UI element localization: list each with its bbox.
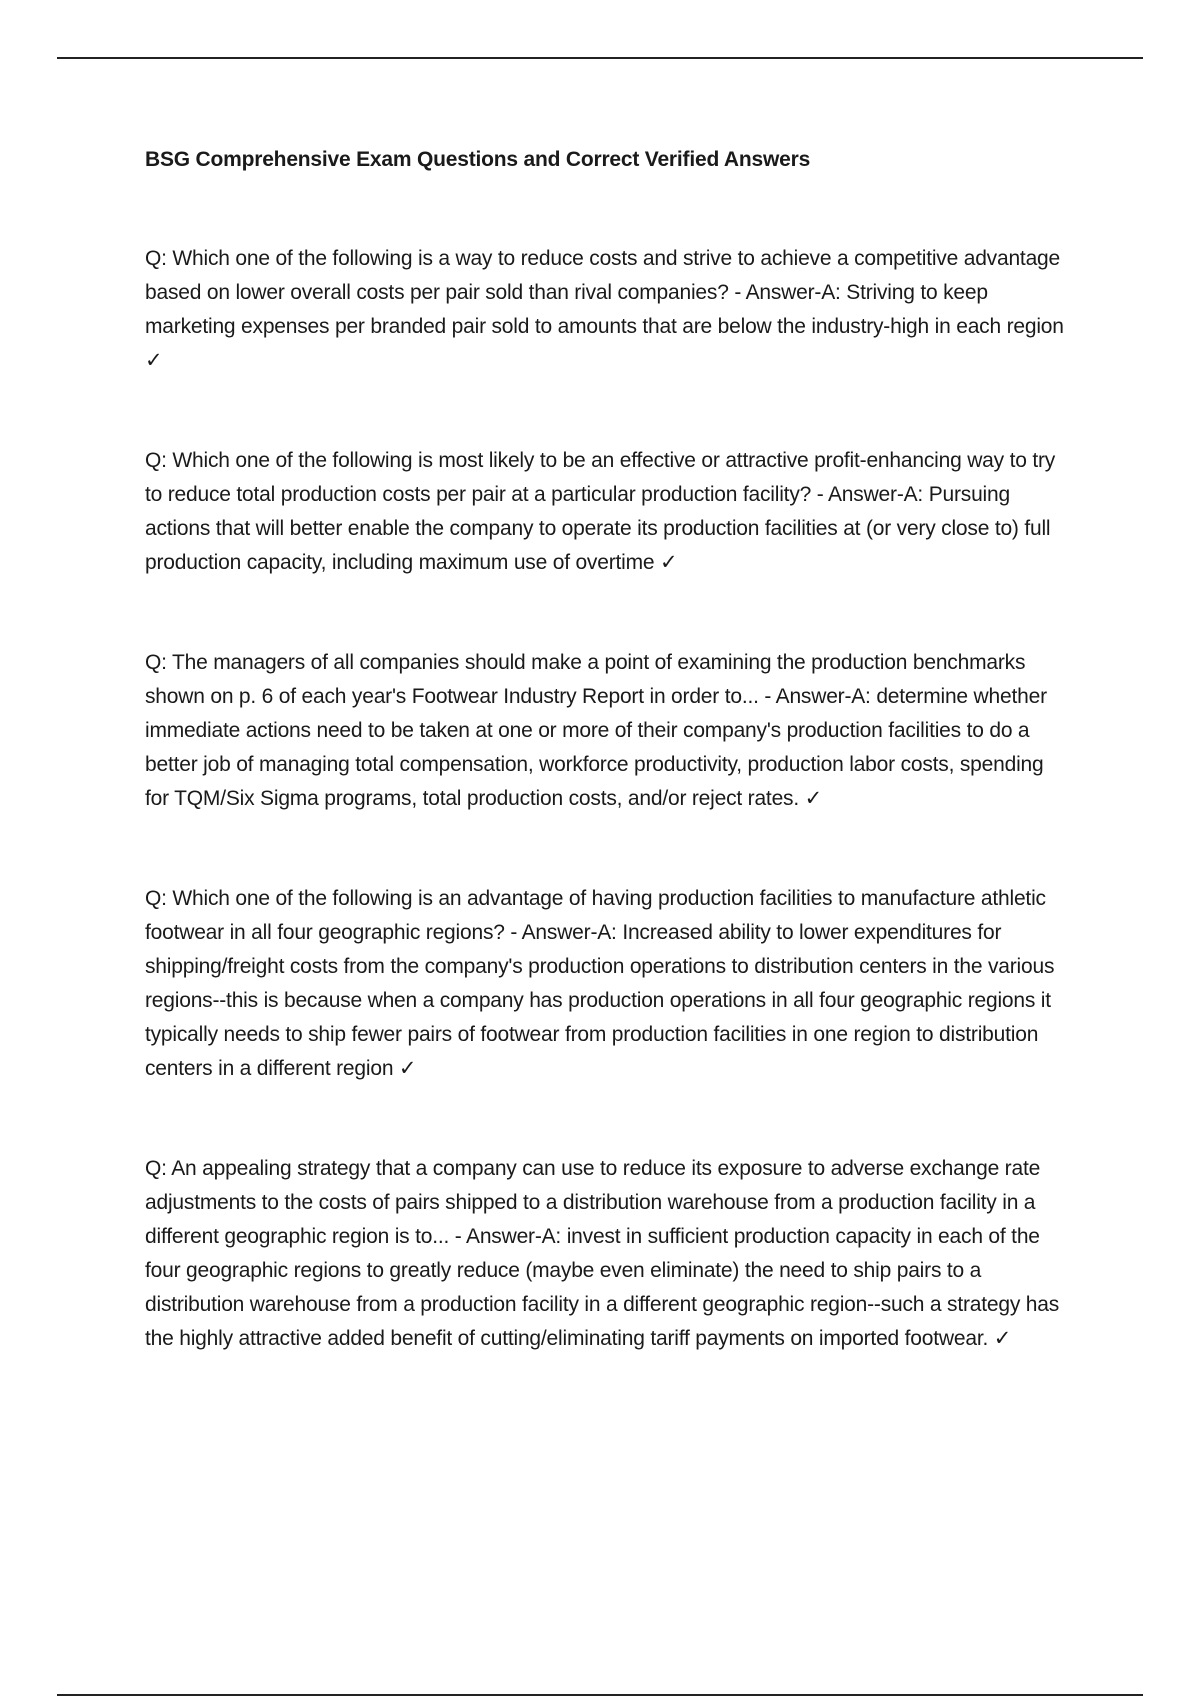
qa-entry-4: Q: Which one of the following is an advantage of having production facilities to manufacture athletic footwear in all four geographic regions? - Answer-A: Increased ability to lower expenditures for shipping/freight costs from the company's production operations to distribution centers in the various regions--this is because when a company has production operations in all four geographic regions it typically needs to ship fewer pairs of footwear from production facilities in one region to distribution centers in a different region ✓	[145, 887, 1055, 1080]
document-title: BSG Comprehensive Exam Questions and Correct Verified Answers	[145, 148, 811, 171]
document-body	[145, 144, 1065, 1422]
qa-entry-3: Q: The managers of all companies should make a point of examining the production benchmarks shown on p. 6 of each year's Footwear Industry Report in order to... - Answer-A: determine whether immediate actions need to be taken at one or more of their company's production facilities to do a better job of managing total compensation, workforce productivity, production labor costs, spending for TQM/Six Sigma programs, total production costs, and/or reject rates. ✓	[145, 651, 1047, 810]
page-top-rule	[57, 57, 1143, 59]
qa-entry-5: Q: An appealing strategy that a company can use to reduce its exposure to adverse exchange rate adjustments to the costs of pairs shipped to a distribution warehouse from a production facility in a different geographic region is to... - Answer-A: invest in sufficient production capacity in each of the four geographic regions to greatly reduce (maybe even eliminate) the need to ship pairs to a distribution warehouse from a production facility in a different geographic region--such a strategy has the highly attractive added benefit of cutting/eliminating tariff payments on imported footwear. ✓	[145, 1157, 1060, 1350]
qa-entry-1: Q: Which one of the following is a way to reduce costs and strive to achieve a competitive advantage based on lower overall costs per pair sold than rival companies? - Answer-A: Striving to keep marketing expenses per branded pair sold to amounts that are below the industry-high in each region ✓	[145, 247, 1064, 372]
qa-entry-2: Q: Which one of the following is most likely to be an effective or attractive profit-enhancing way to try to reduce total production costs per pair at a particular production facility? - Answer-A: Pursuing actions that will better enable the company to operate its production facilities at (or very close to) full production capacity, including maximum use of overtime ✓	[145, 449, 1056, 574]
page-bottom-rule	[57, 1694, 1143, 1696]
